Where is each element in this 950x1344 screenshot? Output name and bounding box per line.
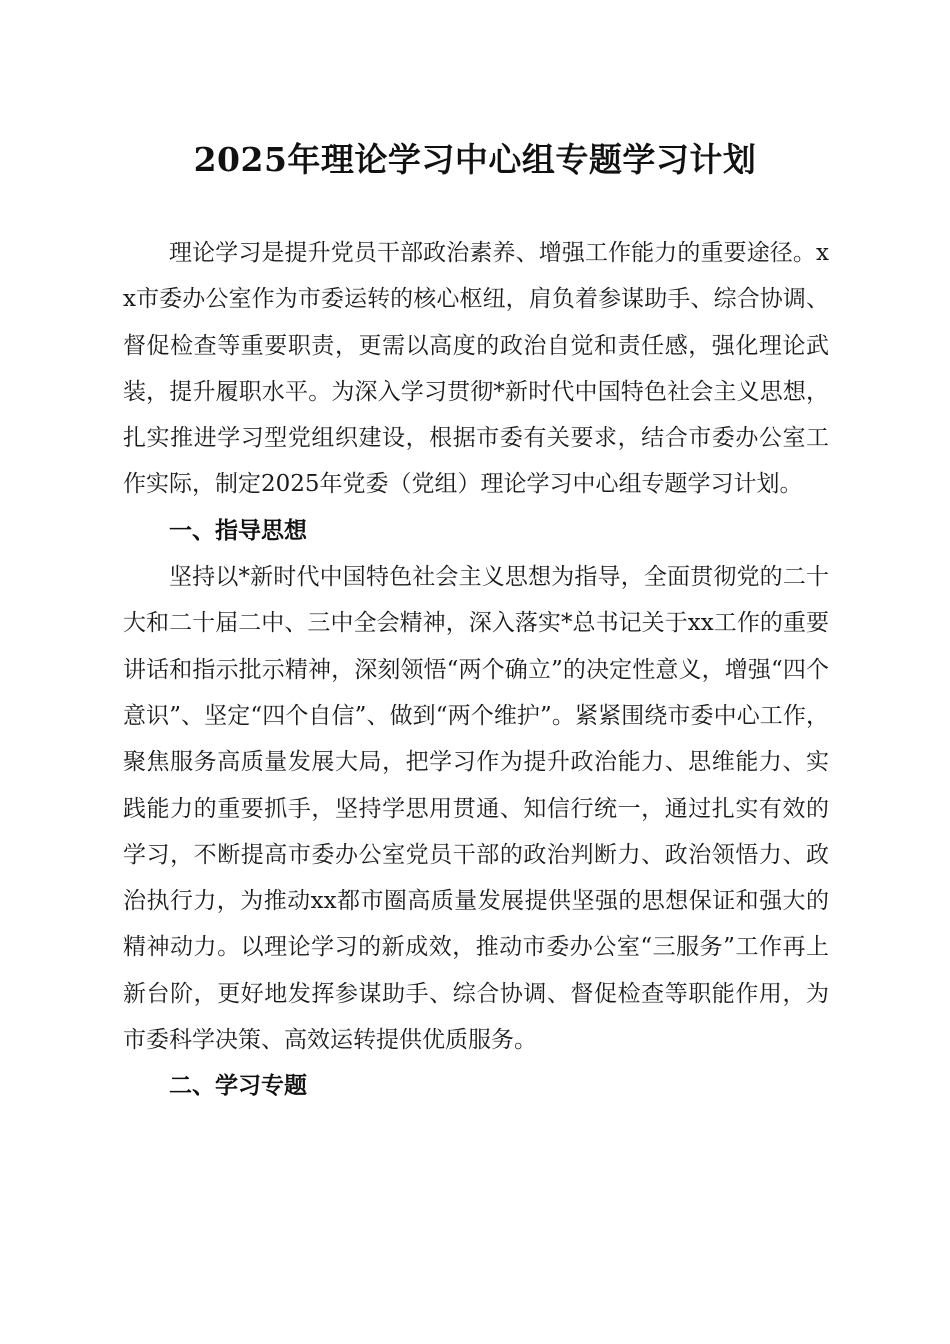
document-body <box>123 230 829 1110</box>
guiding-thought-paragraph: 坚持以*新时代中国特色社会主义思想为指导，全面贯彻党的二十大和二十届二中、三中全会精神，深入落实*总书记关于xx工作的重要讲话和指示批示精神，深刻领悟“两个确立”的决定性意义，增强“四个意识”、坚定“四个自信”、做到“两个维护”。紧紧围绕市委中心工作，聚焦服务高质量发展大局，把学习作为提升政治能力、思维能力、实践能力的重要抓手，坚持学思用贯通、知信行统一，通过扎实有效的学习，不断提高市委办公室党员干部的政治判断力、政治领悟力、政治执行力，为推动xx都市圈高质量发展提供坚强的思想保证和强大的精神动力。以理论学习的新成效，推动市委办公室“三服务”工作再上新台阶，更好地发挥参谋助手、综合协调、督促检查等职能作用，为市委科学决策、高效运转提供优质服务。 <box>123 564 829 1054</box>
document-title: 2025年理论学习中心组专题学习计划 <box>193 140 757 179</box>
section-heading-study-topics: 二、学习专题 <box>169 1073 307 1100</box>
intro-paragraph: 理论学习是提升党员干部政治素养、增强工作能力的重要途径。xx市委办公室作为市委运转的核心枢纽，肩负着参谋助手、综合协调、督促检查等重要职责，更需以高度的政治自觉和责任感，强化理论武装，提升履职水平。为深入学习贯彻*新时代中国特色社会主义思想，扎实推进学习型党组织建设，根据市委有关要求，结合市委办公室工作实际，制定2025年党委（党组）理论学习中心组专题学习计划。 <box>123 240 829 498</box>
section-heading-guiding-thought: 一、指导思想 <box>169 517 307 544</box>
